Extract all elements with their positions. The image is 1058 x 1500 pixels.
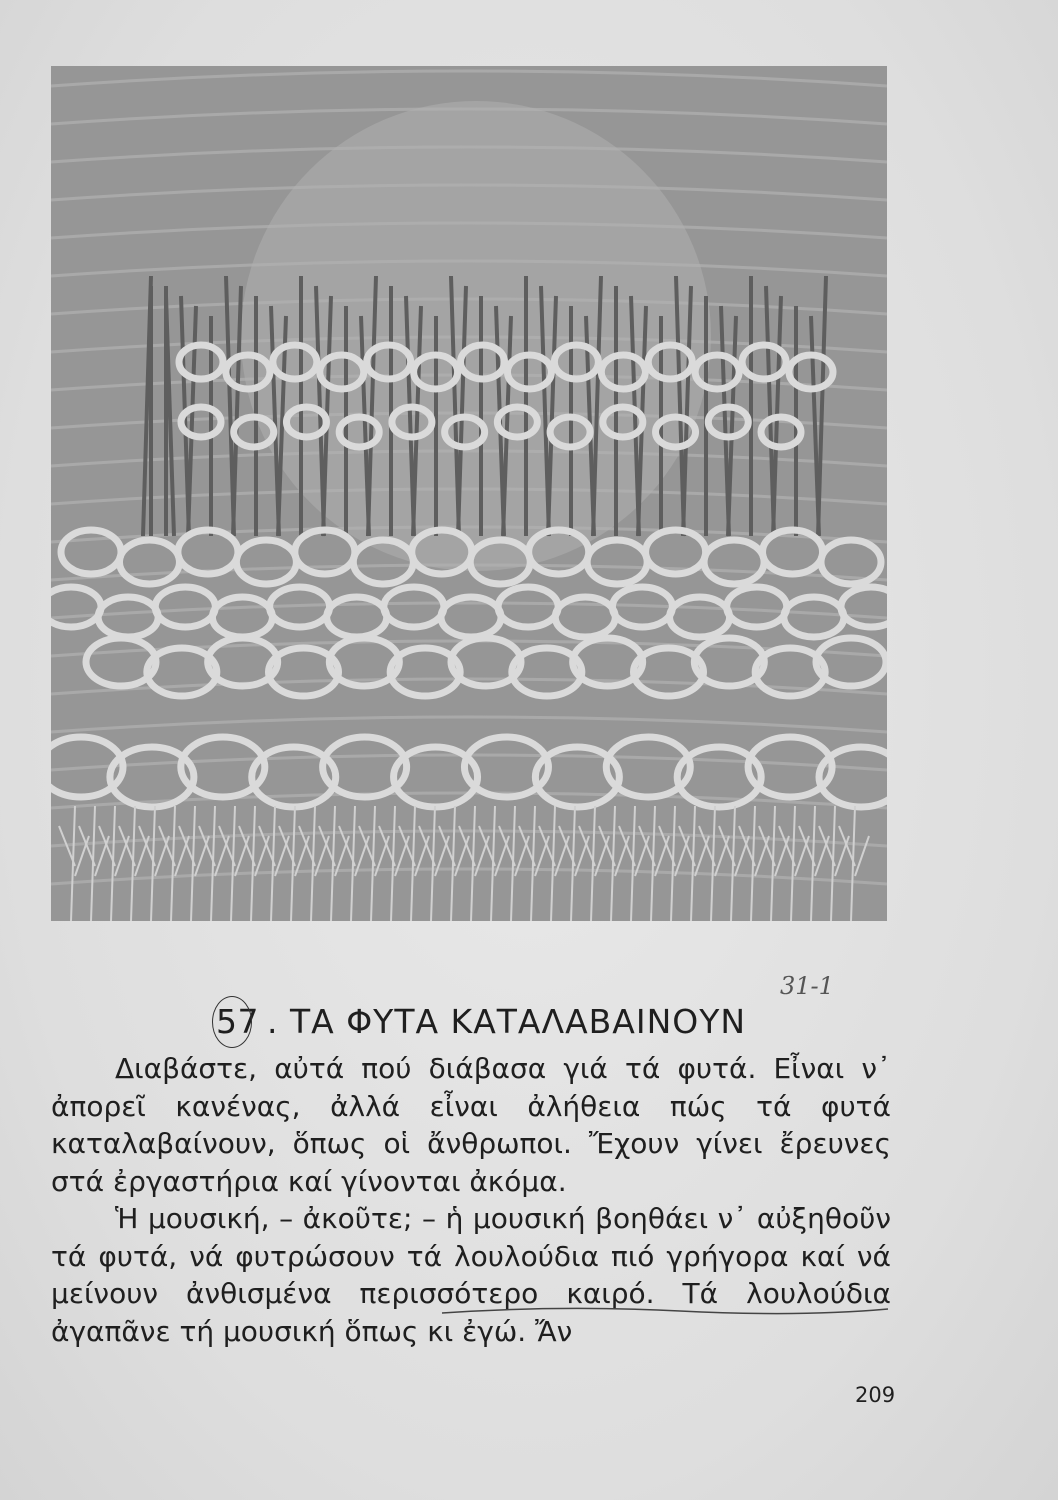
illustration-canvas: [51, 66, 887, 921]
paragraph-2: Ἡ μουσική, – ἀκοῦτε; – ἡ μουσική βοηθάει ν᾽ αὐξηθοῦν τά φυτά, νά φυτρώσουν τά λουλούδια πιό γρήγορα καί νά μείνουν ἀνθισμένα περισσότερο καιρό. Τά λουλούδια ἀγαπᾶνε τή μουσική ὅπως κι ἐγώ. Ἄν: [51, 1202, 891, 1348]
paragraph-1: Διαβάστε, αὐτά πού διάβασα γιά τά φυτά. Εἶναι ν᾽ ἀπορεῖ κανένας, ἀλλά εἶναι ἀλήθεια πώς τά φυτά καταλαβαίνουν, ὅπως οἱ ἄνθρωποι. Ἔχουν γίνει ἔρευνες στά ἐργαστήρια καί γίνονται ἀκόμα.: [51, 1052, 891, 1198]
pencil-annotation: 31-1: [780, 972, 834, 1000]
chapter-number: [216, 1002, 259, 1041]
chapter-number-text: 57: [216, 1001, 259, 1041]
flower-field-illustration: [51, 66, 887, 921]
pencil-underline-mark: [440, 1303, 890, 1317]
page-number: 209: [855, 1383, 896, 1407]
pencil-circle-mark: [212, 996, 252, 1048]
chapter-heading: [216, 995, 746, 1047]
chapter-title: . ΤΑ ΦΥΤΑ ΚΑΤΑΛΑΒΑΙΝΟΥΝ: [267, 1001, 747, 1041]
